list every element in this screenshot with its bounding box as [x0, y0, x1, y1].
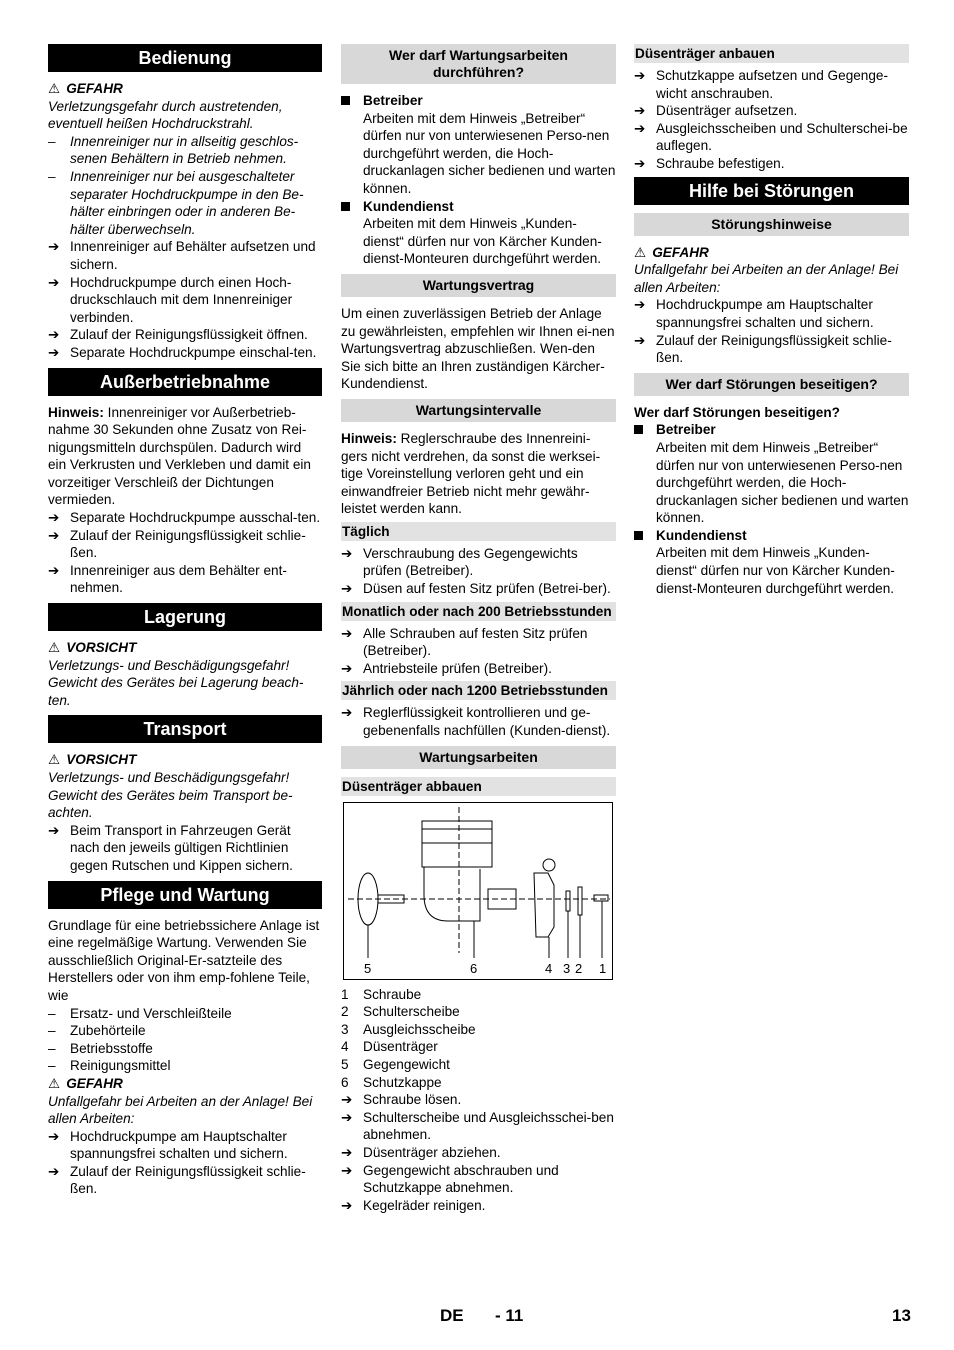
screw: [594, 895, 608, 901]
nozzle-head: [543, 859, 555, 871]
list-item: Kundendienst: [341, 198, 616, 216]
square-bullet-icon: [634, 531, 643, 540]
legend-item: 6 Schutzkappe: [341, 1074, 442, 1090]
heading-hilfe-bei-stoerungen: Hilfe bei Störungen: [634, 177, 909, 205]
arrow-right-icon: ➔: [48, 1163, 60, 1179]
arrow-right-icon: ➔: [341, 1144, 353, 1160]
fig-label: 5: [364, 960, 372, 976]
arrow-right-icon: ➔: [48, 562, 60, 578]
warning-triangle-icon: ⚠: [48, 81, 61, 96]
footer-language: DE: [440, 1306, 464, 1325]
hint-paragraph: Hinweis: Innenreiniger vor Außerbetrieb-nahme 30 Sekunden ohne Zusatz von Rei-nigungsmitteln durchspülen. Dadurch wird ein Verkrusten und Verkleben und damit ein vorzeitiger Verschleiß der Dichtungen vermieden.: [48, 404, 311, 508]
hint-paragraph: Hinweis: Reglerschraube des Innenreini-gers nicht verdrehen, da sonst die werksei-tige Voreinstellung verloren geht und ein einwandfreier Betrieb nicht mehr gewähr-leistet werden kann.: [341, 430, 601, 517]
step-item: ➔ Schraube befestigen.: [634, 155, 785, 171]
list-item: – Betriebsstoffe: [48, 1040, 153, 1056]
arrow-right-icon: ➔: [48, 274, 60, 290]
list-item: Betreiber: [634, 421, 909, 439]
warning-label: ⚠ VORSICHT: [48, 640, 137, 656]
list-item: – Zubehörteile: [48, 1023, 146, 1039]
cap-upper: [422, 821, 492, 867]
step-item: ➔ Hochdruckpumpe am Hauptschalter spannungsfrei schalten und sichern.: [48, 1128, 288, 1162]
list-item: – Reinigungsmittel: [48, 1058, 171, 1074]
arrow-right-icon: ➔: [634, 155, 646, 171]
warning-text: Verletzungs- und Beschädigungsgefahr! Gewicht des Gerätes bei Lagerung beach-ten.: [48, 657, 304, 708]
step-item: ➔ Hochdruckpumpe am Hauptschalter spannungsfrei schalten und sichern.: [634, 297, 874, 330]
column-middle: [341, 44, 616, 1214]
fig-label: 1: [599, 960, 607, 976]
exploded-view-figure: [343, 802, 613, 980]
list-item-text: Arbeiten mit dem Hinweis „Kunden-dienst“ dürfen nur von Kärcher Kunden-dienst-Monteuren durchgeführt werden.: [363, 216, 602, 267]
warning-triangle-icon: ⚠: [634, 244, 647, 260]
step-item: ➔ Schulterscheibe und Ausgleichsschei-ben abnehmen.: [341, 1109, 614, 1143]
step-item: ➔ Innenreiniger auf Behälter aufsetzen und sichern.: [48, 239, 316, 272]
heading-wer-darf-stoerungen-beseitigen: Wer darf Störungen beseitigen?: [634, 373, 909, 396]
step-item: ➔ Zulauf der Reinigungsflüssigkeit schlie-ßen.: [48, 527, 306, 561]
subheading-duesentraeger-anbauen: Düsenträger anbauen: [634, 44, 909, 63]
step-item: ➔ Beim Transport in Fahrzeugen Gerät nach den jeweils gültigen Richtlinien gegen Rutschen und Kippen sichern.: [48, 822, 293, 873]
arrow-right-icon: ➔: [634, 103, 646, 119]
step-item: ➔ Düsenträger abziehen.: [341, 1144, 501, 1160]
heading-ausserbetriebnahme: Außerbetriebnahme: [48, 368, 322, 396]
subheading-duesentraeger-abbauen: Düsenträger abbauen: [341, 777, 616, 796]
arrow-right-icon: ➔: [634, 120, 646, 136]
step-item: ➔ Zulauf der Reinigungsflüssigkeit schlie-ßen.: [634, 332, 892, 366]
arrow-right-icon: ➔: [48, 239, 60, 255]
legend-item: 1 Schraube: [341, 986, 422, 1002]
warning-label: ⚠ GEFAHR: [634, 244, 709, 260]
arrow-right-icon: ➔: [634, 68, 646, 83]
arrow-right-icon: ➔: [48, 344, 60, 360]
subheading-monatlich: Monatlich oder nach 200 Betriebsstunden: [341, 602, 616, 621]
list-item: – Ersatz- und Verschleißteile: [48, 1005, 232, 1021]
cap-lines: [422, 829, 492, 843]
arrow-right-icon: ➔: [48, 527, 60, 543]
arrow-right-icon: ➔: [634, 332, 646, 348]
warning-label: ⚠ GEFAHR: [48, 81, 123, 96]
warning-label: ⚠ VORSICHT: [48, 752, 137, 768]
legend-item: 5 Gegengewicht: [341, 1057, 450, 1072]
arrow-right-icon: ➔: [341, 581, 353, 597]
shoulder-washer: [578, 887, 582, 915]
list-item-text: Arbeiten mit dem Hinweis „Betreiber“ dürfen nur von unterwiesenen Perso-nen durchgeführt werden, die Hoch-druckanlagen sicher bedienen und warten können.: [363, 110, 616, 196]
heading-wartungsintervalle: Wartungsintervalle: [341, 399, 616, 422]
list-item: – Innenreiniger nur bei ausgeschalteter separater Hochdruckpumpe in den Be-hälter einbringen oder in anderen Be-hälter überwechseln.: [48, 168, 304, 237]
duesentraeger-diagram: [344, 803, 614, 981]
arrow-right-icon: ➔: [341, 625, 353, 641]
step-item: ➔ Schraube lösen.: [341, 1092, 462, 1108]
fig-label: 4: [545, 960, 553, 976]
paragraph: Grundlage für eine betriebssichere Anlage ist eine regelmäßige Wartung. Verwenden Sie ausschließlich Original-Er-satzteile des Herstellers oder von ihm emp-fohlene Teile, wie: [48, 917, 320, 1003]
list-item-text: Arbeiten mit dem Hinweis „Betreiber“ dürfen nur von unterwiesenen Perso-nen durchgeführt werden, die Hoch-druckanlagen sicher bedienen und warten können.: [656, 439, 909, 526]
arrow-right-icon: ➔: [48, 822, 60, 838]
arrow-right-icon: ➔: [48, 1128, 60, 1144]
step-item: ➔ Düsenträger aufsetzen.: [634, 103, 798, 119]
warning-text: Unfallgefahr bei Arbeiten an der Anlage! Bei allen Arbeiten:: [634, 262, 899, 295]
heading-lagerung: Lagerung: [48, 603, 322, 631]
warning-text: Verletzungsgefahr durch austretenden, eventuell heißen Hochdruckstrahl.: [48, 98, 283, 132]
arrow-right-icon: ➔: [341, 545, 353, 561]
list-item: Betreiber: [341, 92, 616, 110]
heading-wartungsvertrag: Wartungsvertrag: [341, 274, 616, 297]
fig-label: 2: [575, 960, 583, 976]
arrow-right-icon: ➔: [634, 297, 646, 313]
heading-pflege-und-wartung: Pflege und Wartung: [48, 881, 322, 909]
warning-triangle-icon: ⚠: [48, 752, 61, 768]
arrow-right-icon: ➔: [341, 1109, 353, 1125]
arrow-right-icon: ➔: [341, 1197, 353, 1213]
arrow-right-icon: ➔: [341, 1092, 353, 1108]
step-item: ➔ Ausgleichsscheiben und Schulterschei-be auflegen.: [634, 120, 908, 154]
step-item: ➔ Kegelräder reinigen.: [341, 1197, 486, 1213]
subheading-taeglich: Täglich: [341, 522, 616, 541]
step-item: ➔ Zulauf der Reinigungsflüssigkeit öffnen.: [48, 327, 308, 343]
arrow-right-icon: ➔: [341, 1162, 353, 1178]
legend-item: 3 Ausgleichsscheibe: [341, 1021, 476, 1037]
step-item: ➔ Reglerflüssigkeit kontrollieren und ge-gebenenfalls nachfüllen (Kunden-dienst).: [341, 705, 611, 739]
step-item: ➔ Zulauf der Reinigungsflüssigkeit schlie-ßen.: [48, 1163, 306, 1197]
arrow-right-icon: ➔: [48, 327, 60, 343]
fig-label: 3: [563, 960, 571, 976]
nozzle-carrier: [534, 873, 554, 937]
step-item: ➔ Hochdruckpumpe durch einen Hoch-druckschlauch mit dem Innenreiniger verbinden.: [48, 274, 293, 325]
step-item: ➔ Separate Hochdruckpumpe einschal-ten.: [48, 344, 317, 360]
legend-list: [341, 986, 616, 1092]
heading-wer-darf-wartungsarbeiten: Wer darf Wartungsarbeiten durchführen?: [341, 44, 616, 84]
arrow-right-icon: ➔: [48, 510, 60, 526]
list-item-text: Arbeiten mit dem Hinweis „Kunden-dienst“ dürfen nur von Kärcher Kunden-dienst-Monteuren durchgeführt werden.: [656, 545, 895, 596]
warning-text: Verletzungs- und Beschädigungsgefahr! Gewicht des Gerätes beim Transport be-achten.: [48, 770, 293, 821]
footer-page-local: - 11: [495, 1306, 524, 1325]
step-item: ➔ Gegengewicht abschrauben und Schutzkappe abnehmen.: [341, 1162, 559, 1196]
square-bullet-icon: [341, 202, 350, 211]
cap-lower: [424, 867, 480, 921]
step-item: ➔ Innenreiniger aus dem Behälter ent-nehmen.: [48, 562, 287, 596]
subheading-jaehrlich: Jährlich oder nach 1200 Betriebsstunden: [341, 681, 616, 700]
step-item: ➔ Separate Hochdruckpumpe ausschal-ten.: [48, 510, 321, 526]
paragraph: Um einen zuverlässigen Betrieb der Anlage zu gewährleisten, empfehlen wir Ihnen ei-nen Wartungsvertrag abzuschließen. Wen-den Sie sich bitte an Ihren zuständigen Kärcher-Kundendienst.: [341, 305, 615, 392]
heading-stoerungshinweise: Störungshinweise: [634, 213, 909, 236]
step-item: ➔ Alle Schrauben auf festen Sitz prüfen (Betreiber).: [341, 625, 588, 659]
legend-item: 2 Schulterscheibe: [341, 1004, 460, 1020]
fig-label: 6: [470, 960, 478, 976]
heading-wartungsarbeiten: Wartungsarbeiten: [341, 746, 616, 769]
legend-item: 4 Düsenträger: [341, 1039, 438, 1055]
warning-triangle-icon: ⚠: [48, 640, 61, 656]
shim: [566, 891, 570, 911]
column-left: [48, 44, 322, 1198]
arrow-right-icon: ➔: [341, 660, 353, 676]
list-item: Kundendienst: [634, 527, 909, 545]
subheading-bold: Wer darf Störungen beseitigen?: [634, 404, 840, 420]
counterweight-shaft: [378, 895, 404, 903]
warning-triangle-icon: ⚠: [48, 1075, 61, 1091]
warning-text: Unfallgefahr bei Arbeiten an der Anlage! Bei allen Arbeiten:: [48, 1093, 313, 1127]
heading-bedienung: Bedienung: [48, 44, 322, 72]
warning-label: ⚠ GEFAHR: [48, 1075, 123, 1091]
list-item: – Innenreiniger nur in allseitig geschlos-senen Behältern in Betrieb nehmen.: [48, 133, 299, 167]
column-right: [634, 44, 909, 597]
arrow-right-icon: ➔: [341, 705, 353, 721]
step-item: ➔ Düsen auf festen Sitz prüfen (Betrei-ber).: [341, 581, 611, 597]
step-item: ➔ Schutzkappe aufsetzen und Gegenge-wicht anschrauben.: [634, 68, 889, 101]
square-bullet-icon: [634, 425, 643, 434]
step-item: ➔ Antriebsteile prüfen (Betreiber).: [341, 660, 552, 676]
step-item: ➔ Verschraubung des Gegengewichts prüfen (Betreiber).: [341, 545, 578, 579]
footer-page-total: 13: [892, 1306, 911, 1325]
heading-transport: Transport: [48, 715, 322, 743]
square-bullet-icon: [341, 96, 350, 105]
